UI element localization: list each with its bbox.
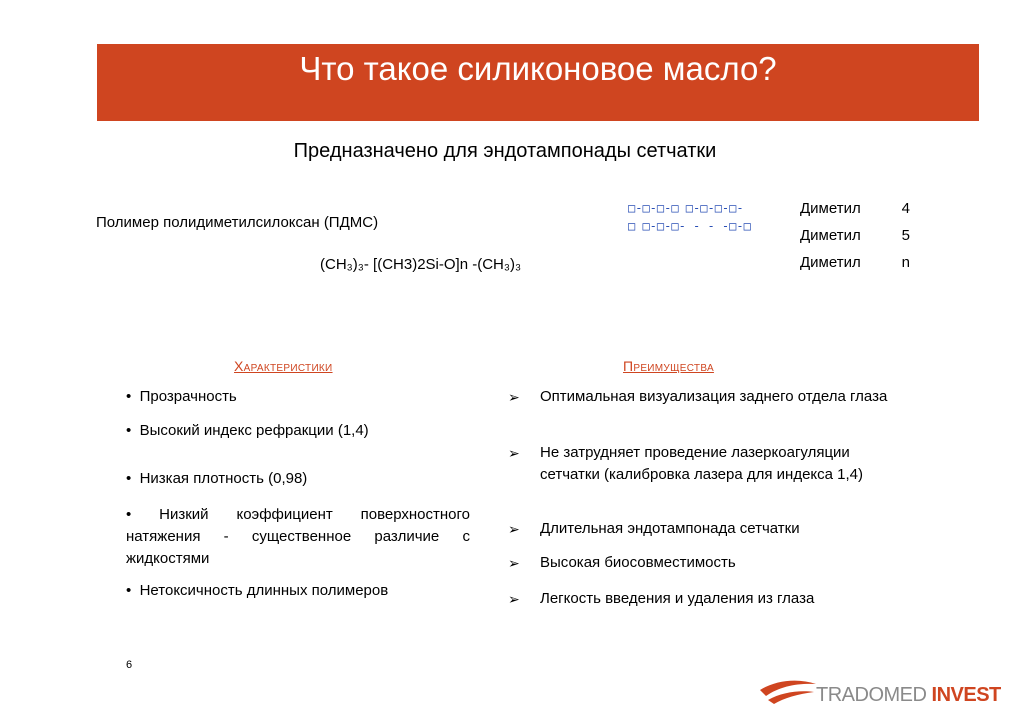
list-item: • Низкая плотность (0,98) xyxy=(126,470,308,487)
structure-line-2: □ □-□-□- - - -□-□ xyxy=(628,219,751,233)
arrow-bullet-icon: ➢ xyxy=(508,389,520,405)
dimethyl-value: n xyxy=(901,254,910,271)
structure-glyphs xyxy=(628,199,768,235)
list-item: ➢ Легкость введения и удаления из глаза xyxy=(508,588,888,610)
swoosh-logo-icon xyxy=(758,674,818,710)
bullet-icon: • xyxy=(126,506,160,523)
arrow-bullet-icon: ➢ xyxy=(508,555,520,571)
bullet-icon: • xyxy=(126,422,140,439)
logo-text: TRADOMED INVEST xyxy=(816,684,1001,706)
polymer-label: Полимер полидиметилсилоксан (ПДМС) xyxy=(96,214,379,231)
arrow-bullet-icon: ➢ xyxy=(508,445,520,461)
arrow-bullet-icon: ➢ xyxy=(508,521,520,537)
list-item: • Нетоксичность длинных полимеров xyxy=(126,582,389,599)
list-item: ➢ Не затрудняет проведение лазеркоагуляции сетчатки (калибровка лазера для индекса 1,4) xyxy=(508,444,863,483)
dimethyl-name: Диметил xyxy=(800,200,861,217)
page-number: 6 xyxy=(126,659,133,671)
dimethyl-value: 4 xyxy=(901,200,910,217)
dimethyl-name: Диметил xyxy=(800,254,861,271)
list-item: ➢ Оптимальная визуализация заднего отдела глаза xyxy=(508,386,888,408)
arrow-bullet-icon: ➢ xyxy=(508,591,520,607)
list-item: ➢ Длительная эндотампонада сетчатки xyxy=(508,518,888,540)
characteristics-heading: Характеристики xyxy=(234,358,333,374)
dimethyl-name: Диметил xyxy=(800,227,861,244)
list-item: ➢ Высокая биосовместимость xyxy=(508,552,888,574)
dimethyl-value: 5 xyxy=(901,227,910,244)
slide-title: Что такое силиконовое масло? xyxy=(299,50,777,87)
structure-line-1: □-□-□-□ □-□-□-□- xyxy=(628,201,744,215)
bullet-icon: • xyxy=(126,582,140,599)
title-banner xyxy=(97,44,979,121)
bullet-icon: • xyxy=(126,470,140,487)
dimethyl-table xyxy=(800,200,910,281)
advantages-heading: Преимущества xyxy=(623,358,714,374)
dimethyl-row xyxy=(800,254,910,281)
tradomed-invest-logo xyxy=(758,674,1001,710)
slide-subtitle: Предназначено для эндотампонады сетчатки xyxy=(293,140,717,162)
list-item: • Высокий индекс рефракции (1,4) xyxy=(126,422,369,439)
list-item: • Прозрачность xyxy=(126,388,237,405)
chemical-formula: (CH₃)₃- [(CH3)2Si-O]n -(CH₃)₃ xyxy=(320,256,522,273)
dimethyl-row xyxy=(800,200,910,227)
list-item: • Низкий коэффициент поверхностного натяжения - существенное различие с жидкостями xyxy=(126,506,471,567)
dimethyl-row xyxy=(800,227,910,254)
bullet-icon: • xyxy=(126,388,140,405)
